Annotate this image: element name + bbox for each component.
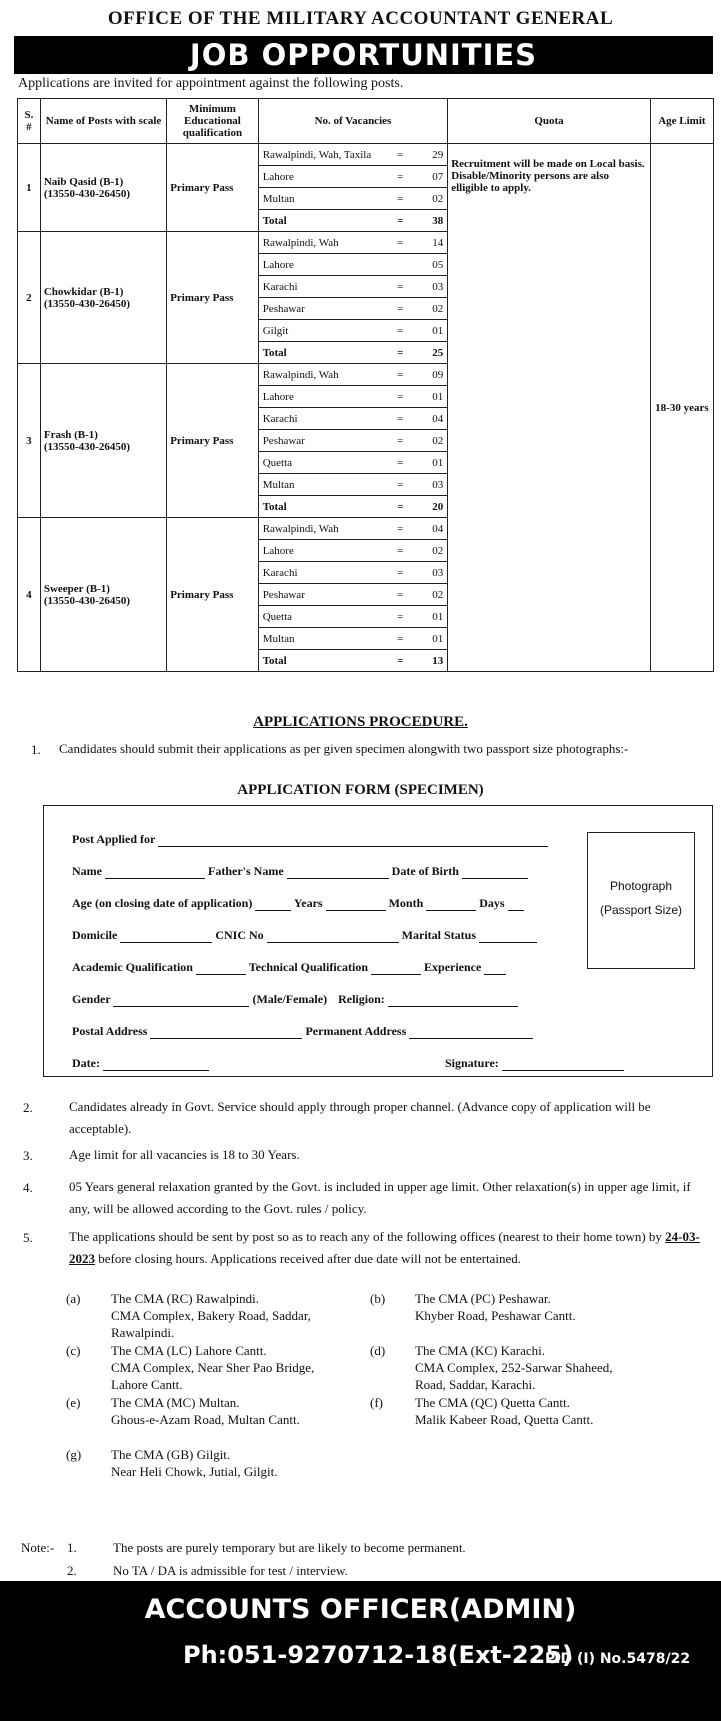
religion-label: Religion: — [338, 992, 385, 1006]
post-applied-label: Post Applied for — [72, 832, 156, 846]
post-name-cell — [40, 144, 166, 232]
vacancy-row — [259, 650, 448, 672]
vacancy-count: 25 — [432, 346, 444, 359]
para-5-text: The applications should be sent by post so as to reach any of the following offices (nearest to their home town) by 24-03-2023 before closing hours. Applications received after due date will not be entertained. — [69, 1229, 700, 1266]
vacancy-place: Quetta — [259, 452, 390, 474]
office-address-line: The CMA (LC) Lahore Cantt. — [111, 1343, 267, 1358]
vacancy-equals — [389, 254, 411, 276]
office-label: (g) — [66, 1447, 82, 1462]
vacancy-place: Total — [262, 500, 287, 513]
vacancy-count: 04 — [411, 518, 447, 540]
age-label: Age (on closing date of application) — [72, 896, 253, 910]
vacancy-place: Peshawar — [259, 430, 390, 452]
footer-banner — [0, 1581, 721, 1721]
job-opportunities-banner: JOB OPPORTUNITIES — [14, 36, 713, 74]
vacancy-equals: = — [389, 452, 411, 474]
gender-label: Gender — [72, 992, 111, 1006]
vacancies-cell — [258, 144, 448, 232]
vacancy-count: 13 — [432, 654, 444, 667]
vacancy-equals: = — [389, 518, 411, 540]
form-line-name — [72, 864, 528, 879]
procedure-title: APPLICATIONS PROCEDURE. — [253, 714, 468, 730]
vacancy-equals: = — [389, 298, 411, 320]
vacancy-place: Multan — [259, 474, 390, 496]
office-address-item — [66, 1394, 396, 1446]
years-label: Years — [293, 896, 323, 910]
vacancy-row — [259, 232, 448, 254]
vacancy-place: Lahore — [259, 386, 390, 408]
vacancy-row — [259, 320, 448, 342]
vacancy-row — [259, 386, 448, 408]
office-address — [415, 1290, 645, 1324]
vacancies-cell — [258, 364, 448, 518]
vacancy-equals: = — [389, 144, 411, 166]
office-address — [111, 1290, 341, 1341]
para-4-text: 05 Years general relaxation granted by the Govt. is included in upper age limit. Other relaxation(s) in upper age limit, if any, will be allowed according to the Govt. rules / policy. — [69, 1179, 691, 1216]
para-2-text: Candidates already in Govt. Service should apply through proper channel. (Advance copy of application will be acceptable). — [69, 1099, 651, 1136]
header-qualification: Minimum Educational qualification — [167, 99, 258, 144]
vacancy-count: 02 — [411, 430, 447, 452]
form-line-age — [72, 896, 524, 911]
vacancy-count: 01 — [411, 452, 447, 474]
post-scale: (13550-430-26450) — [43, 594, 131, 607]
para-3-text: Age limit for all vacancies is 18 to 30 Years. — [69, 1147, 300, 1162]
vacancy-equals: = — [389, 408, 411, 430]
vacancy-count: 05 — [411, 254, 447, 276]
vacancy-count: 07 — [411, 166, 447, 188]
vacancy-count: 29 — [411, 144, 447, 166]
form-line-post — [72, 832, 548, 847]
date-label: Date: — [72, 1056, 100, 1070]
vacancy-place: Multan — [259, 628, 390, 650]
closing-date: 24-03-2023 — [69, 1229, 700, 1266]
office-title: OFFICE OF THE MILITARY ACCOUNTANT GENERAL — [107, 8, 614, 29]
vacancy-place: Karachi — [259, 408, 390, 430]
para-2-number: 2. — [23, 1100, 33, 1115]
office-address-line: The CMA (QC) Quetta Cantt. — [415, 1395, 570, 1410]
photograph-label: Photograph — [609, 879, 673, 893]
post-scale: (13550-430-26450) — [43, 297, 131, 310]
month-label: Month — [388, 896, 424, 910]
intro-text: Applications are invited for appointment against the following posts. — [18, 76, 404, 91]
vacancy-equals: = — [389, 188, 411, 210]
vacancy-count: 20 — [432, 500, 444, 513]
para-1-text: Candidates should submit their applications as per given specimen alongwith two passport size photographs:- — [59, 741, 629, 756]
form-line-address — [72, 1024, 533, 1039]
vacancy-place: Lahore — [259, 540, 390, 562]
post-qualification: Primary Pass — [167, 144, 258, 232]
vacancies-cell — [258, 232, 448, 364]
domicile-label: Domicile — [72, 928, 118, 942]
note-label: Note:- — [21, 1540, 55, 1555]
vacancy-place: Rawalpindi, Wah — [259, 364, 390, 386]
permanent-address-label: Permanent Address — [305, 1024, 407, 1038]
post-name: Naib Qasid (B-1) — [43, 175, 124, 188]
vacancy-breakdown — [259, 518, 448, 671]
vacancy-row — [259, 430, 448, 452]
vacancy-row — [259, 606, 448, 628]
vacancy-count: 03 — [411, 562, 447, 584]
post-name: Sweeper (B-1) — [43, 582, 110, 595]
table-header-row — [18, 99, 714, 144]
form-title: APPLICATION FORM (SPECIMEN) — [237, 782, 484, 798]
post-serial: 1 — [18, 144, 41, 232]
post-serial: 4 — [18, 518, 41, 672]
quota-text: Recruitment will be made on Local basis. Disable/Minority persons are also elligible to apply. — [451, 158, 645, 194]
vacancy-row — [259, 144, 448, 166]
vacancy-equals: = — [389, 430, 411, 452]
name-label: Name — [72, 864, 102, 878]
vacancy-count: 02 — [411, 298, 447, 320]
office-label: (c) — [66, 1343, 81, 1358]
vacancy-row — [259, 540, 448, 562]
vacancy-place: Total — [262, 346, 287, 359]
para-4-number: 4. — [23, 1180, 33, 1195]
form-line-domicile — [72, 928, 537, 943]
post-applied-blank — [158, 834, 548, 847]
marital-status-label: Marital Status — [401, 928, 476, 942]
vacancy-row — [259, 562, 448, 584]
post-name: Chowkidar (B-1) — [43, 285, 124, 298]
dob-label: Date of Birth — [391, 864, 459, 878]
vacancy-row — [259, 496, 448, 518]
vacancy-count: 01 — [411, 320, 447, 342]
office-address-line: Near Heli Chowk, Jutial, Gilgit. — [111, 1464, 278, 1479]
vacancy-row — [259, 298, 448, 320]
post-name-cell — [40, 232, 166, 364]
header-post-name: Name of Posts with scale — [40, 99, 166, 144]
vacancy-count: 03 — [411, 474, 447, 496]
vacancy-count: 38 — [432, 214, 444, 227]
vacancy-row — [259, 474, 448, 496]
post-serial: 2 — [18, 232, 41, 364]
photograph-box — [587, 832, 695, 969]
form-line-signature — [445, 1056, 624, 1071]
vacancy-place: Karachi — [259, 562, 390, 584]
vacancies-table — [17, 98, 714, 672]
office-address-line: The CMA (GB) Gilgit. — [111, 1447, 231, 1462]
vacancy-count: 01 — [411, 386, 447, 408]
vacancy-row — [259, 166, 448, 188]
vacancy-equals: = — [389, 386, 411, 408]
cnic-label: CNIC No — [215, 928, 264, 942]
note-2-text: No TA / DA is admissible for test / interview. — [113, 1563, 348, 1578]
para-1-number: 1. — [31, 742, 41, 757]
vacancy-count: 09 — [411, 364, 447, 386]
vacancy-equals: = — [389, 540, 411, 562]
office-address-line: CMA Complex, Near Sher Pao Bridge, — [111, 1360, 315, 1375]
vacancy-equals: = — [389, 232, 411, 254]
vacancy-equals: = — [389, 562, 411, 584]
vacancy-row — [259, 342, 448, 364]
office-address-item — [370, 1290, 700, 1342]
vacancy-count: 02 — [411, 188, 447, 210]
vacancy-place: Lahore — [259, 166, 390, 188]
fathers-name-label: Father's Name — [208, 864, 284, 878]
vacancy-count: 03 — [411, 276, 447, 298]
header-quota: Quota — [448, 99, 651, 144]
office-address — [415, 1394, 645, 1428]
vacancy-equals: = — [397, 500, 404, 513]
office-address-line: Lahore Cantt. — [111, 1377, 183, 1392]
quota-cell — [448, 144, 651, 672]
vacancy-count: 01 — [411, 628, 447, 650]
vacancy-breakdown — [259, 364, 448, 517]
office-address-line: Ghous-e-Azam Road, Multan Cantt. — [111, 1412, 300, 1427]
vacancy-row — [259, 276, 448, 298]
vacancy-count: 02 — [411, 540, 447, 562]
office-label: (a) — [66, 1291, 81, 1306]
form-line-qualification — [72, 960, 506, 975]
age-limit-cell — [650, 144, 713, 672]
office-address-item — [66, 1342, 396, 1394]
vacancy-equals: = — [397, 346, 404, 359]
vacancy-breakdown — [259, 232, 448, 363]
vacancy-row — [259, 210, 448, 232]
office-label: (d) — [370, 1343, 386, 1358]
office-address-item — [370, 1394, 700, 1446]
vacancy-row — [259, 628, 448, 650]
vacancy-equals: = — [389, 276, 411, 298]
vacancy-count: 01 — [411, 606, 447, 628]
photograph-size-label: (Passport Size) — [599, 903, 683, 917]
post-qualification: Primary Pass — [167, 364, 258, 518]
vacancy-place: Total — [262, 654, 287, 667]
vacancy-count: 02 — [411, 584, 447, 606]
office-address — [111, 1446, 341, 1480]
vacancy-row — [259, 518, 448, 540]
header-age-limit: Age Limit — [650, 99, 713, 144]
vacancies-cell — [258, 518, 448, 672]
office-address-line: The CMA (RC) Rawalpindi. — [111, 1291, 260, 1306]
header-sn: S. # — [18, 99, 41, 144]
vacancy-row — [259, 408, 448, 430]
post-name: Frash (B-1) — [43, 428, 98, 441]
vacancy-place: Multan — [259, 188, 390, 210]
post-name-cell — [40, 518, 166, 672]
vacancy-equals: = — [389, 166, 411, 188]
vacancy-place: Peshawar — [259, 298, 390, 320]
post-name-cell — [40, 364, 166, 518]
accounts-officer-title: ACCOUNTS OFFICER(ADMIN) — [144, 1594, 577, 1625]
para-5-number: 5. — [23, 1230, 33, 1245]
vacancy-equals: = — [389, 584, 411, 606]
note-1-number: 1. — [67, 1540, 77, 1555]
experience-label: Experience — [424, 960, 482, 974]
vacancy-count: 14 — [411, 232, 447, 254]
vacancy-place: Lahore — [259, 254, 390, 276]
office-label: (b) — [370, 1291, 386, 1306]
male-female-label: (Male/Female) — [252, 992, 328, 1006]
office-address — [111, 1342, 341, 1393]
office-address — [415, 1342, 645, 1393]
office-address-line: CMA Complex, Bakery Road, Saddar, — [111, 1308, 311, 1323]
vacancy-breakdown — [259, 144, 448, 231]
office-address-line: Rawalpindi. — [111, 1325, 175, 1340]
note-2-number: 2. — [67, 1563, 77, 1578]
office-address-item — [66, 1446, 396, 1498]
office-label: (f) — [370, 1395, 383, 1410]
note-1-text: The posts are purely temporary but are likely to become permanent. — [113, 1540, 466, 1555]
office-address-line: CMA Complex, 252-Sarwar Shaheed, — [415, 1360, 613, 1375]
office-label: (e) — [66, 1395, 81, 1410]
post-scale: (13550-430-26450) — [43, 187, 131, 200]
vacancy-row — [259, 584, 448, 606]
vacancy-place: Rawalpindi, Wah — [259, 232, 390, 254]
office-address-line: The CMA (KC) Karachi. — [415, 1343, 545, 1358]
vacancy-row — [259, 452, 448, 474]
vacancy-equals: = — [397, 214, 404, 227]
days-label: Days — [479, 896, 505, 910]
technical-label: Technical Qualification — [248, 960, 369, 974]
signature-label: Signature: — [445, 1056, 499, 1070]
vacancy-equals: = — [389, 628, 411, 650]
pid-number: PID (I) No.5478/22 — [545, 1651, 691, 1667]
postal-address-label: Postal Address — [72, 1024, 148, 1038]
office-address-line: Road, Saddar, Karachi. — [415, 1377, 536, 1392]
office-address — [111, 1394, 341, 1428]
vacancy-place: Total — [262, 214, 287, 227]
header-vacancies: No. of Vacancies — [258, 99, 448, 144]
office-address-item — [66, 1290, 396, 1342]
academic-label: Academic Qualification — [72, 960, 193, 974]
vacancy-equals: = — [389, 320, 411, 342]
office-address-line: Malik Kabeer Road, Quetta Cantt. — [415, 1412, 594, 1427]
vacancy-place: Peshawar — [259, 584, 390, 606]
vacancy-place: Quetta — [259, 606, 390, 628]
office-address-item — [370, 1342, 700, 1394]
vacancy-count: 04 — [411, 408, 447, 430]
para-3-number: 3. — [23, 1148, 33, 1163]
form-line-date — [72, 1056, 209, 1071]
post-qualification: Primary Pass — [167, 518, 258, 672]
vacancy-place: Gilgit — [259, 320, 390, 342]
post-scale: (13550-430-26450) — [43, 440, 131, 453]
post-serial: 3 — [18, 364, 41, 518]
vacancy-place: Rawalpindi, Wah — [259, 518, 390, 540]
office-address-line: Khyber Road, Peshawar Cantt. — [415, 1308, 576, 1323]
vacancy-row — [259, 364, 448, 386]
vacancy-row — [259, 188, 448, 210]
vacancy-place: Rawalpindi, Wah, Taxila — [259, 144, 390, 166]
vacancy-place: Karachi — [259, 276, 390, 298]
post-qualification: Primary Pass — [167, 232, 258, 364]
office-address-line: The CMA (PC) Peshawar. — [415, 1291, 551, 1306]
vacancy-equals: = — [397, 654, 404, 667]
office-address-line: The CMA (MC) Multan. — [111, 1395, 240, 1410]
vacancy-equals: = — [389, 606, 411, 628]
vacancy-row — [259, 254, 448, 276]
age-limit-value: 18-30 years — [655, 401, 709, 414]
table-row — [18, 144, 714, 232]
vacancy-equals: = — [389, 474, 411, 496]
form-line-gender — [72, 992, 518, 1007]
phone-number: Ph:051-9270712-18(Ext-225) — [183, 1641, 573, 1669]
vacancy-equals: = — [389, 364, 411, 386]
